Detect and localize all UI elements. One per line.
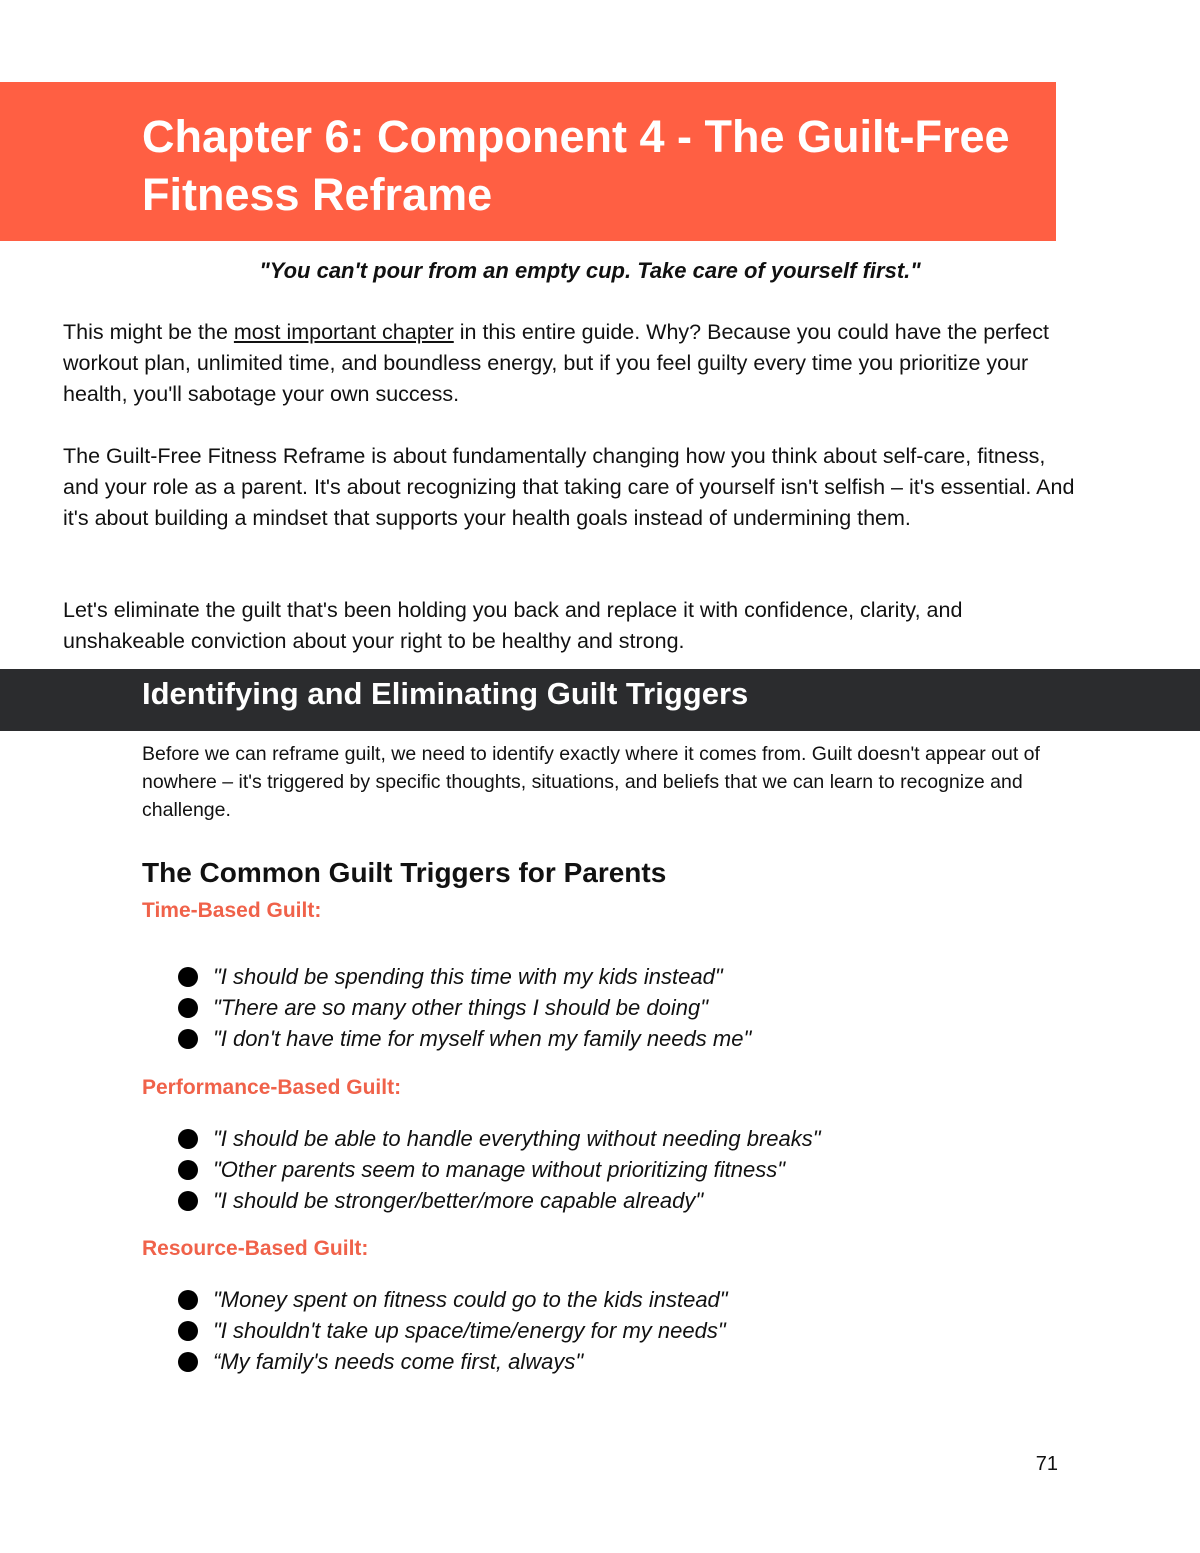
category-heading-time: Time-Based Guilt: bbox=[142, 899, 322, 922]
intro-text: This might be the bbox=[63, 320, 234, 344]
list-item: "I should be stronger/better/more capable already" bbox=[178, 1185, 821, 1216]
intro-paragraph-1 bbox=[63, 317, 1083, 410]
list-item: "I should be able to handle everything without needing breaks" bbox=[178, 1123, 821, 1154]
intro-paragraph-3: Let's eliminate the guilt that's been holding you back and replace it with confidence, clarity, and unshakeable conviction about your right to be healthy and strong. bbox=[63, 598, 963, 653]
list-item: "I don't have time for myself when my family needs me" bbox=[178, 1023, 751, 1054]
list-item: "I should be spending this time with my kids instead" bbox=[178, 961, 751, 992]
list-item: "Money spent on fitness could go to the kids instead" bbox=[178, 1284, 728, 1315]
list-item: "I shouldn't take up space/time/energy for my needs" bbox=[178, 1315, 728, 1346]
list-item: "Other parents seem to manage without prioritizing fitness" bbox=[178, 1154, 821, 1185]
intro-paragraph-2: The Guilt-Free Fitness Reframe is about fundamentally changing how you think about self-care, fitness, and your role as a parent. It's about recognizing that taking care of yourself isn't selfish – it's essential. And it's about building a mindset that supports your health goals instead of undermining them. bbox=[63, 444, 1075, 530]
bullet-list-resource bbox=[178, 1284, 728, 1377]
category-heading-resource: Resource-Based Guilt: bbox=[142, 1237, 369, 1260]
chapter-title: Chapter 6: Component 4 - The Guilt-Free Fitness Reframe bbox=[142, 111, 1010, 220]
section-title: Identifying and Eliminating Guilt Triggers bbox=[142, 676, 749, 711]
list-item: "There are so many other things I should be doing" bbox=[178, 992, 751, 1023]
most-important-chapter-link[interactable]: most important chapter bbox=[233, 320, 454, 344]
triggers-heading: The Common Guilt Triggers for Parents bbox=[142, 857, 667, 888]
list-item: “My family's needs come first, always" bbox=[178, 1346, 728, 1377]
page-number: 71 bbox=[1035, 1453, 1058, 1475]
bullet-list-time bbox=[178, 961, 751, 1054]
intro-text: in this entire guide. Why? Because you could have the perfect workout plan, unlimited time, and boundless energy, but if you feel guilty every time you prioritize your health, you'll sabotage your own success. bbox=[63, 320, 1049, 406]
bullet-list-performance bbox=[178, 1123, 821, 1216]
section-intro-paragraph: Before we can reframe guilt, we need to identify exactly where it comes from. Guilt doesn't appear out of nowhere – it's triggered by specific thoughts, situations, and beliefs that we can learn to recognize and challenge. bbox=[142, 743, 1040, 821]
category-heading-performance: Performance-Based Guilt: bbox=[142, 1076, 402, 1099]
chapter-quote: "You can't pour from an empty cup. Take care of yourself first." bbox=[259, 258, 921, 283]
